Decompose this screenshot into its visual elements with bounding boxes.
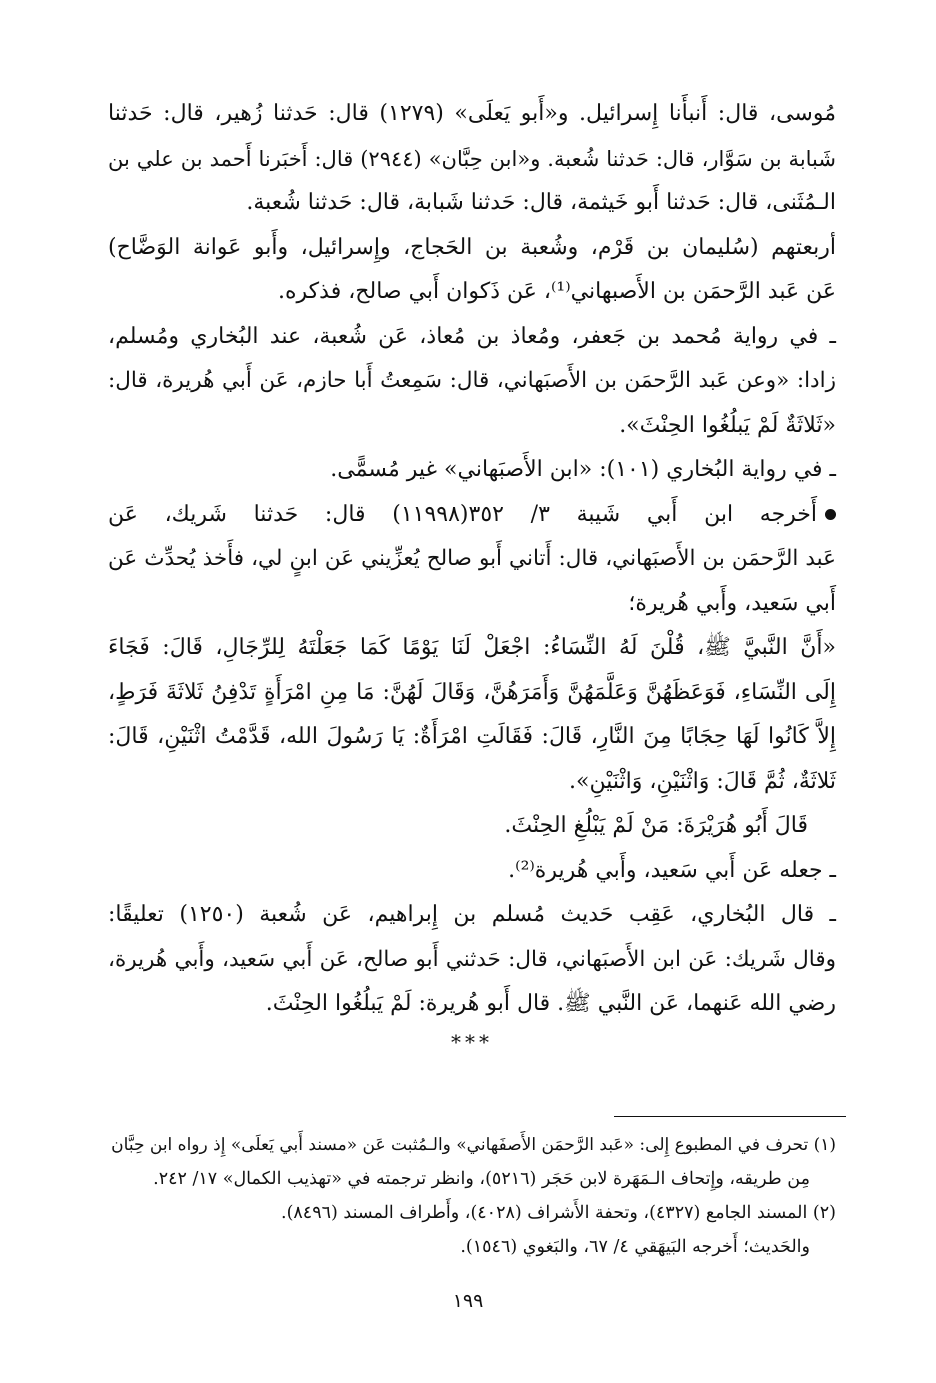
text-line: «ثَلاثَةٌ لَمْ يَبلُغُوا الحِنْثَ». <box>619 412 836 438</box>
text-line: ـ في رواية مُحمد بن جَعفر، ومُعاذ بن مُعاذ، عَن شُعبة، عند البُخاري ومُسلم، <box>108 323 836 349</box>
footnotes <box>108 1128 836 1264</box>
section-separator-stars: *** <box>451 1029 493 1054</box>
footnote-rule <box>614 1116 846 1117</box>
paragraph-four-narrators <box>108 226 836 315</box>
footnote-line: والحَديث؛ أَخرجه البَيهَقي ٤/ ٦٧، والبَغوي (١٥٤٦). <box>460 1237 810 1257</box>
text-line: ـ قال البُخاري، عَقِب حَديث مُسلم بن إِبراهيم، عَن شُعبة (١٢٥٠) تعليقًا: <box>108 902 836 927</box>
text-line: ـ جعله عَن أَبي سَعيد، وأَبي هُريرة⁽²⁾. <box>508 857 836 883</box>
text-line: ثَلاثَةٌ، ثُمَّ قَالَ: وَاثْنَيْنِ، وَاثْنَيْنِ». <box>569 768 836 794</box>
text-line: أَبي سَعيد، وأَبي هُريرة؛ <box>628 590 836 616</box>
paragraph-hadith-text <box>108 626 836 804</box>
text-line: قَالَ أَبُو هُرَيْرَةَ: مَنْ لَمْ يَبْلُغِ الحِنْثَ. <box>504 813 808 838</box>
paragraph-jaalahu <box>108 849 836 894</box>
text-line: عَبد الرَّحمَن بن الأَصبَهاني، قال: أَتاني أَبو صالح يُعزِّيني عَن ابنٍ لي، فأَخذ يُحدِّث عَن <box>108 546 836 571</box>
text-line: «أَنَّ النَّبيَّ ﷺ، قُلْنَ لَهُ النِّسَاءُ: اجْعَلْ لَنَا يَوْمًا كَمَا جَعَلْتَهُ لِلرِّجَالِ، قَالَ: فَجَاءَ <box>108 635 836 660</box>
footnote-line: (١) تحرف في المطبوع إِلى: «عَبد الرَّحمَن الأَصفَهاني» والـمُثبت عَن «مسند أَبي يَعلَى» إِذ رواه ابن حِبَّان <box>111 1135 836 1155</box>
paragraph-riwaya-bukhari <box>108 448 836 493</box>
bullet-icon <box>825 509 836 520</box>
paragraph-abu-hurayra <box>108 804 836 849</box>
paragraph-chain <box>108 92 836 226</box>
page-body <box>108 92 836 1057</box>
text-line: إِلَى النِّسَاءِ، فَوَعَظَهُنَّ وَعَلَّمَهُنَّ وَأَمَرَهُنَّ، وَقَالَ لَهُنَّ: مَا مِنِ امْرَأَةٍ تَدْفِنُ ثَلاثَةَ فَرَطٍ، <box>108 679 836 705</box>
text-line: وقال شَريك: عَن ابن الأَصبَهاني، قال: حَدثني أَبو صالح، عَن أَبي سَعيد، وأَبي هُريرة، <box>108 946 836 972</box>
text-line: رضي الله عَنهما، عَن النَّبي ﷺ. قال أَبو هُريرة: لَمْ يَبلُغُوا الحِنْثَ. <box>265 991 836 1016</box>
page-number: ١٩٩ <box>452 1290 484 1312</box>
text-line: أربعتهم (سُليمان بن قَرْم، وشُعبة بن الحَجاج، وإِسرائيل، وأَبو عَوانة الوَضَّاح) <box>108 234 836 260</box>
text-line: زادا: «وعن عَبد الرَّحمَن بن الأَصبَهاني، قال: سَمِعتُ أَبا حازم، عَن أَبي هُريرة، قال: <box>108 368 836 393</box>
footnote-line: مِن طريقه، وإِتحاف الـمَهَرة لابن حَجَر (٥٢١٦)، وانظر ترجمته في «تهذيب الكمال» ١٧/ ٢٤٢. <box>153 1169 810 1189</box>
text-line: عَن عَبد الرَّحمَن بن الأَصبهاني⁽¹⁾، عَن ذَكوان أَبي صالح، فذكره. <box>278 279 836 304</box>
paragraph-riwaya-muhammad <box>108 315 836 449</box>
text-line: مُوسى، قال: أَنبأَنا إِسرائيل. و«أَبو يَعلَى» (١٢٧٩) قال: حَدثنا زُهير، قال: حَدثنا <box>108 101 837 126</box>
text-line <box>108 493 836 538</box>
text-line: إِلاَّ كَانُوا لَهَا حِجَابًا مِنَ النَّارِ، قَالَ: فَقَالَتِ امْرَأَةٌ: يَا رَسُولَ الله، قَدَّمْتُ اثْنَيْنِ، قَالَ: <box>108 724 836 749</box>
text-line: ـ في رواية البُخاري (١٠١): «ابن الأَصبَهاني» غير مُسمًّى. <box>330 457 836 482</box>
paragraph-ibn-abi-shayba <box>108 493 836 627</box>
footnote-line: (٢) المسند الجامع (٤٣٢٧)، وتحفة الأَشراف (٤٠٢٨)، وأَطراف المسند (٨٤٩٦). <box>281 1203 836 1223</box>
text-line: شَبابة بن سَوَّار، قال: حَدثنا شُعبة. و«ابن حِبَّان» (٢٩٤٤) قال: أَخبَرنا أَحمد بن علي بن <box>108 146 836 171</box>
paragraph-bukhari-taliq <box>108 893 836 1027</box>
text-line-content: أَخرجه ابن أَبي شَيبة ٣/ ٣٥٢(١١٩٩٨) قال: حَدثنا شَريك، عَن <box>108 501 818 527</box>
text-line: الـمُثَنى، قال: حَدثنا أَبو خَيثمة، قال: حَدثنا شَبابة، قال: حَدثنا شُعبة. <box>246 190 836 215</box>
